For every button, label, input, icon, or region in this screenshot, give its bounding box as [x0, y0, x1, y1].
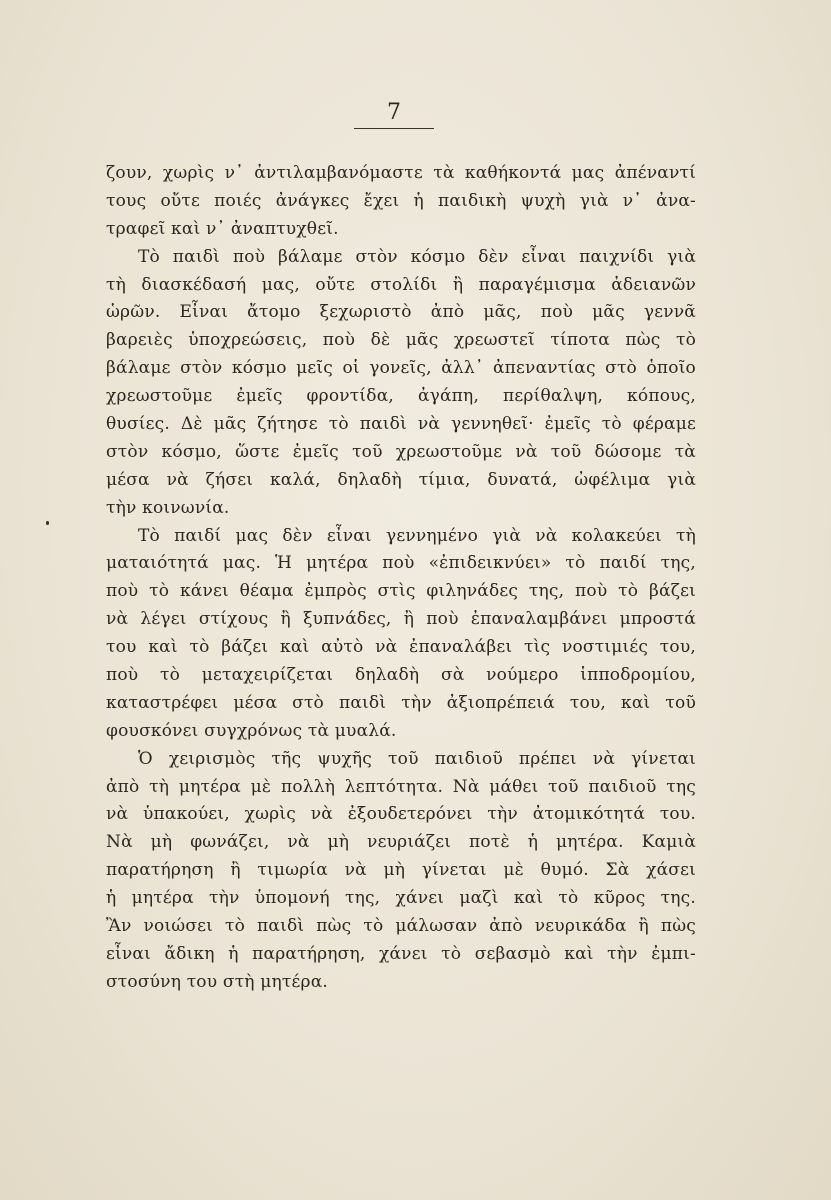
text-line: μέσα νὰ ζήσει καλά, δηλαδὴ τίμια, δυνατά, ὠφέλιμα γιὰ [106, 469, 696, 490]
text-line: παρατήρηση ἢ τιμωρία νὰ μὴ γίνεται μὲ θυμό. Σὰ χάσει [106, 860, 696, 881]
text-line: τὴ διασκέδασή μας, οὔτε στολίδι ἢ παραγέμισμα ἀδειανῶν [106, 274, 696, 295]
text-line: καταστρέφει μέσα στὸ παιδὶ τὴν ἀξιοπρέπειά του, καὶ τοῦ [106, 692, 696, 713]
text-line: θυσίες. Δὲ μᾶς ζήτησε τὸ παιδὶ νὰ γεννηθεῖ· ἐμεῖς τὸ φέραμε [106, 414, 696, 435]
text-line: εἶναι ἄδικη ἡ παρατήρηση, χάνει τὸ σεβασμὸ καὶ τὴν ἐμπι- [106, 943, 696, 964]
paragraph-first-line: Τὸ παιδὶ ποὺ βάλαμε στὸν κόσμο δὲν εἶναι παιχνίδι γιὰ [138, 246, 696, 267]
text-line: ποὺ τὸ κάνει θέαμα ἐμπρὸς στὶς φιληνάδες της, ποὺ τὸ βάζει [106, 581, 696, 602]
paragraph-first-line: Ὁ χειρισμὸς τῆς ψυχῆς τοῦ παιδιοῦ πρέπει νὰ γίνεται [138, 748, 696, 769]
text-line: ματαιότητά μας. Ἡ μητέρα ποὺ «ἐπιδεικνύει» τὸ παιδί της, [106, 553, 696, 574]
text-line: Ἂν νοιώσει τὸ παιδὶ πὼς τὸ μάλωσαν ἀπὸ νευρικάδα ἢ πὼς [106, 916, 696, 937]
ink-mark [46, 521, 49, 525]
text-line: φουσκόνει συγχρόνως τὰ μυαλά. [106, 720, 397, 741]
text-line: του καὶ τὸ βάζει καὶ αὐτὸ νὰ ἐπαναλάβει τὶς νοστιμιές του, [106, 637, 696, 658]
body-text [106, 160, 696, 997]
text-line: βαρειὲς ὑποχρεώσεις, ποὺ δὲ μᾶς χρεωστεῖ τίποτα πὼς τὸ [106, 330, 696, 351]
paragraph-first-line: Τὸ παιδί μας δὲν εἶναι γεννημένο γιὰ νὰ κολακεύει τὴ [138, 525, 696, 546]
text-line: στοσύνη του στὴ μητέρα. [106, 971, 329, 992]
text-line: ὡρῶν. Εἶναι ἄτομο ξεχωριστὸ ἀπὸ μᾶς, ποὺ μᾶς γεννᾶ [106, 302, 696, 323]
text-line: νὰ ὑπακούει, χωρὶς νὰ ἐξουδετερόνει τὴν ἀτομικότητά του. [106, 804, 696, 825]
text-line: νὰ λέγει στίχους ἢ ξυπνάδες, ἢ ποὺ ἐπαναλαμβάνει μπροστά [106, 609, 696, 630]
text-line: τους οὔτε ποιές ἀνάγκες ἔχει ἡ παιδικὴ ψυχὴ γιὰ ν᾽ ἀνα- [106, 190, 696, 211]
text-line: τὴν κοινωνία. [106, 497, 230, 518]
text-line: ζουν, χωρὶς ν᾽ ἀντιλαμβανόμαστε τὰ καθήκοντά μας ἀπέναντί [106, 163, 696, 183]
text-line: χρεωστοῦμε ἐμεῖς φροντίδα, ἀγάπη, περίθαλψη, κόπους, [106, 386, 696, 407]
page-number: 7 [387, 100, 401, 125]
text-line: ἡ μητέρα τὴν ὑπομονή της, χάνει μαζὶ καὶ τὸ κῦρος της. [106, 888, 696, 909]
page-number-rule [354, 128, 434, 129]
text-line: στὸν κόσμο, ὥστε ἐμεῖς τοῦ χρεωστοῦμε νὰ τοῦ δώσομε τὰ [106, 441, 696, 462]
text-line: βάλαμε στὸν κόσμο μεῖς οἱ γονεῖς, ἀλλ᾽ ἀπεναντίας στὸ ὁποῖο [106, 358, 696, 379]
text-line: ποὺ τὸ μεταχειρίζεται δηλαδὴ σὰ νούμερο ἱπποδρομίου, [106, 665, 696, 686]
text-line: τραφεῖ καὶ ν᾽ ἀναπτυχθεῖ. [106, 218, 339, 239]
text-line: ἀπὸ τὴ μητέρα μὲ πολλὴ λεπτότητα. Νὰ μάθει τοῦ παιδιοῦ της [106, 776, 696, 797]
text-line: Νὰ μὴ φωνάζει, νὰ μὴ νευριάζει ποτὲ ἡ μητέρα. Καμιὰ [106, 832, 696, 853]
